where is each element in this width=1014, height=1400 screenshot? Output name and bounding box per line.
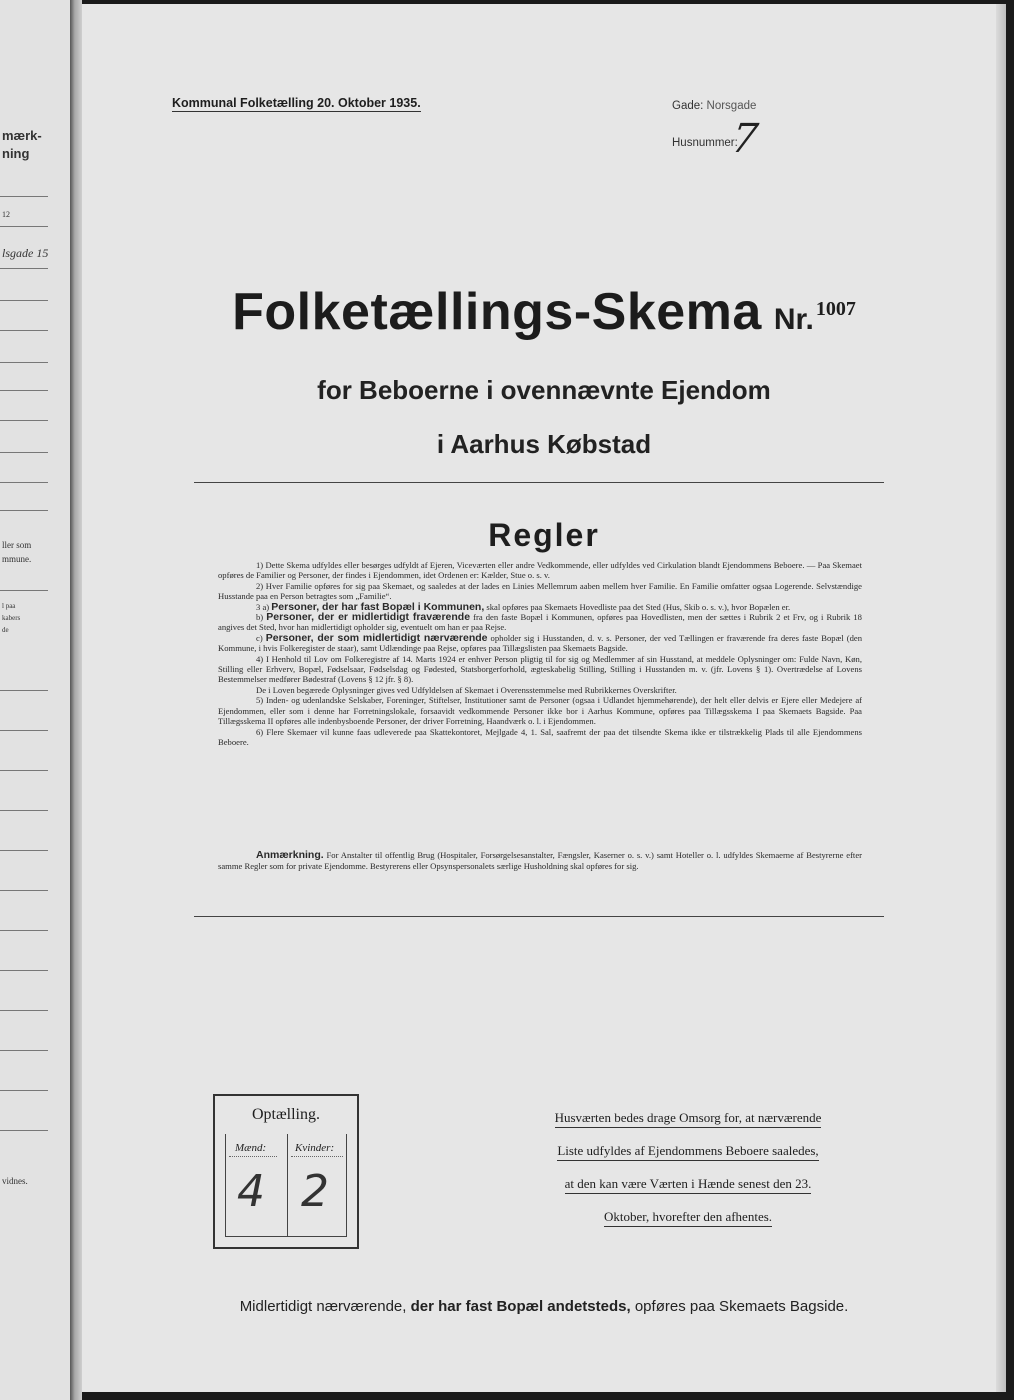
form-number: 1007	[815, 298, 856, 320]
women-label: Kvinder:	[295, 1142, 335, 1154]
form-page	[82, 4, 1006, 1392]
rule-4: 4) I Henhold til Lov om Folkeregistre af 14. Marts 1924 er enhver Person pligtig til for sig og Medlemmer af sin Husstand, at meddele Oplysninger om: Fulde Navn, Køn, Stilling eller Erhverv, Bopæl, Fødselsaar, Fødselsdag og Fødested, Statsborgerforhold, ægteskabelig Stilling, Stilling i Husstanden m. v. (jfr. Lovens § 1). Overtrædelse af Lovens Bestemmelser medfører Bødestraf (Lovens § 12 jfr. § 8).	[218, 653, 862, 685]
rules-heading: Regler	[488, 517, 600, 553]
book-gutter	[70, 0, 82, 1400]
prev-page-text: mmune.	[2, 554, 32, 564]
prev-page-text: kabers	[2, 614, 21, 622]
remark	[218, 850, 862, 872]
women-count: 2	[301, 1166, 329, 1217]
rule-2: 2) Hver Familie opføres for sig paa Skemaet, og saaledes at der lades en Linies Mellemrum aaben mellem hver Familie. En Familie omfatter ogsaa Logerende. Selvstændige Husstande paa en Person betragtes som „Familie“.	[218, 580, 862, 602]
street-value: Norsgade	[706, 100, 757, 112]
house-number-label: Husnummer:	[672, 137, 738, 149]
rule-6: 6) Flere Skemaer vil kunne faas udleverede paa Skattekontoret, Mejlgade 4, 1. Sal, saafremt der paa det tilsendte Skema ikke er tilstrækkelig Plads til alle Ejendommens Beboere.	[218, 726, 862, 747]
divider	[194, 916, 884, 917]
count-heading: Optælling.	[251, 1106, 320, 1123]
note-line: Oktober, hvorefter den afhentes.	[604, 1209, 772, 1227]
previous-page-edge	[0, 0, 71, 1400]
rule-1: 1) Dette Skema udfyldes eller besørges udfyldt af Ejeren, Viceværten eller andre Vedkommende, eller udfyldes ved Cirkulation blandt Ejendommens Beboere. — Paa Skemaet opføres de Familier og Personer, der findes i Ejendommen, idet Ordenen er: Kælder, Stue o. s. v.	[218, 560, 862, 581]
rule-3a: 3 a) Personer, der har fast Bopæl i Kommunen, skal opføres paa Skemaets Hovedliste paa det Sted (Hus, Skib o. s. v.), hvor Bopælen er.	[256, 600, 791, 613]
house-number-field	[672, 137, 738, 149]
street-label: Gade:	[672, 100, 704, 112]
form-title	[82, 282, 1006, 342]
prev-page-handwriting: lsgade 15	[2, 246, 49, 260]
house-number-handwritten: 7	[728, 116, 761, 162]
prev-page-text: de	[2, 626, 9, 634]
census-header: Kommunal Folketælling 20. Oktober 1935.	[172, 96, 421, 110]
title-main: Folketællings-Skema	[232, 283, 762, 341]
prev-page-text: 12	[2, 210, 10, 219]
rule-3c: c) Personer, der som midlertidigt nærværende opholder sig i Husstanden, d. v. s. Personer, der ved Tællingen er fraværende fra deres faste Bopæl (den Kommune, i hvis Folkeregister de staar), samt Udlændinge paa Rejse, opføres paa Tillægslisten paa Skemaets Bagside.	[218, 631, 863, 654]
note-line: Husværten bedes drage Omsorg for, at nærværende	[555, 1110, 822, 1128]
rule-5: 5) Inden- og udenlandske Selskaber, Foreninger, Stiftelser, Institutioner samt de Personer (ogsaa i Udlandet hjemmehørende), der helt eller delvis er Ejere eller Medejere af Ejendommen, eller som i denne har Forretningslokale, forsaavidt vedkommende Personer ikke bor i Aarhus Kommune, opføres paa Tillægsskema I paa Skemaets Bagside. Paa Tillægsskema II opføres alle indenbysboende Personer, der driver Forretning, Haandværk o. l. i Ejendommen.	[218, 695, 862, 727]
divider	[194, 482, 884, 483]
count-box	[213, 1094, 359, 1249]
subtitle-residents: for Beboerne i ovennævnte Ejendom	[317, 375, 771, 405]
note-line: at den kan være Værten i Hænde senest den 23.	[565, 1176, 812, 1194]
page-edge	[996, 4, 1006, 1392]
subtitle-city: i Aarhus Købstad	[436, 429, 652, 459]
prev-page-text: vidnes.	[2, 1176, 28, 1186]
landlord-note	[518, 1110, 858, 1242]
prev-page-text: mærk-	[2, 128, 42, 143]
remark-label: Anmærkning.	[256, 849, 324, 861]
remark-text: For Anstalter til offentlig Brug (Hospitaler, Forsørgelsesanstalter, Fængsler, Kaserner o. s. v.) samt Hoteller o. l. udfyldes Skemaerne af Bestyrerne efter samme Regler som for private Ejendomme. Bestyrerens eller Opsynspersonalets særlige Husholdning skal opføres for sig.	[218, 850, 863, 871]
rule-3b: b) Personer, der er midlertidigt fraværende fra den faste Bopæl i Kommunen, opføres paa Hovedlisten, men der sættes i Rubrik 2 et Frv, og i Rubrik 18 angives det Sted, hvor han midlertidigt opholder sig, eventuelt om han er paa Rejse.	[218, 611, 862, 633]
prev-page-text: ller som	[2, 540, 32, 550]
men-label: Mænd:	[235, 1142, 267, 1154]
rules-text	[218, 560, 862, 747]
men-count: 4	[237, 1166, 265, 1217]
street-field	[672, 100, 756, 112]
prev-page-text: ning	[2, 146, 30, 161]
note-line: Liste udfyldes af Ejendommens Beboere saaledes,	[557, 1143, 818, 1161]
prev-page-text: l paa	[2, 602, 16, 610]
rule-4b: De i Loven begærede Oplysninger gives ved Udfyldelsen af Skemaet i Overensstemmelse med Rubrikkernes Overskrifter.	[256, 684, 677, 695]
title-nr-label: Nr.	[773, 303, 814, 336]
footer-instruction: Midlertidigt nærværende, der har fast Bopæl andetsteds, opføres paa Skemaets Bagside.	[239, 1298, 849, 1315]
